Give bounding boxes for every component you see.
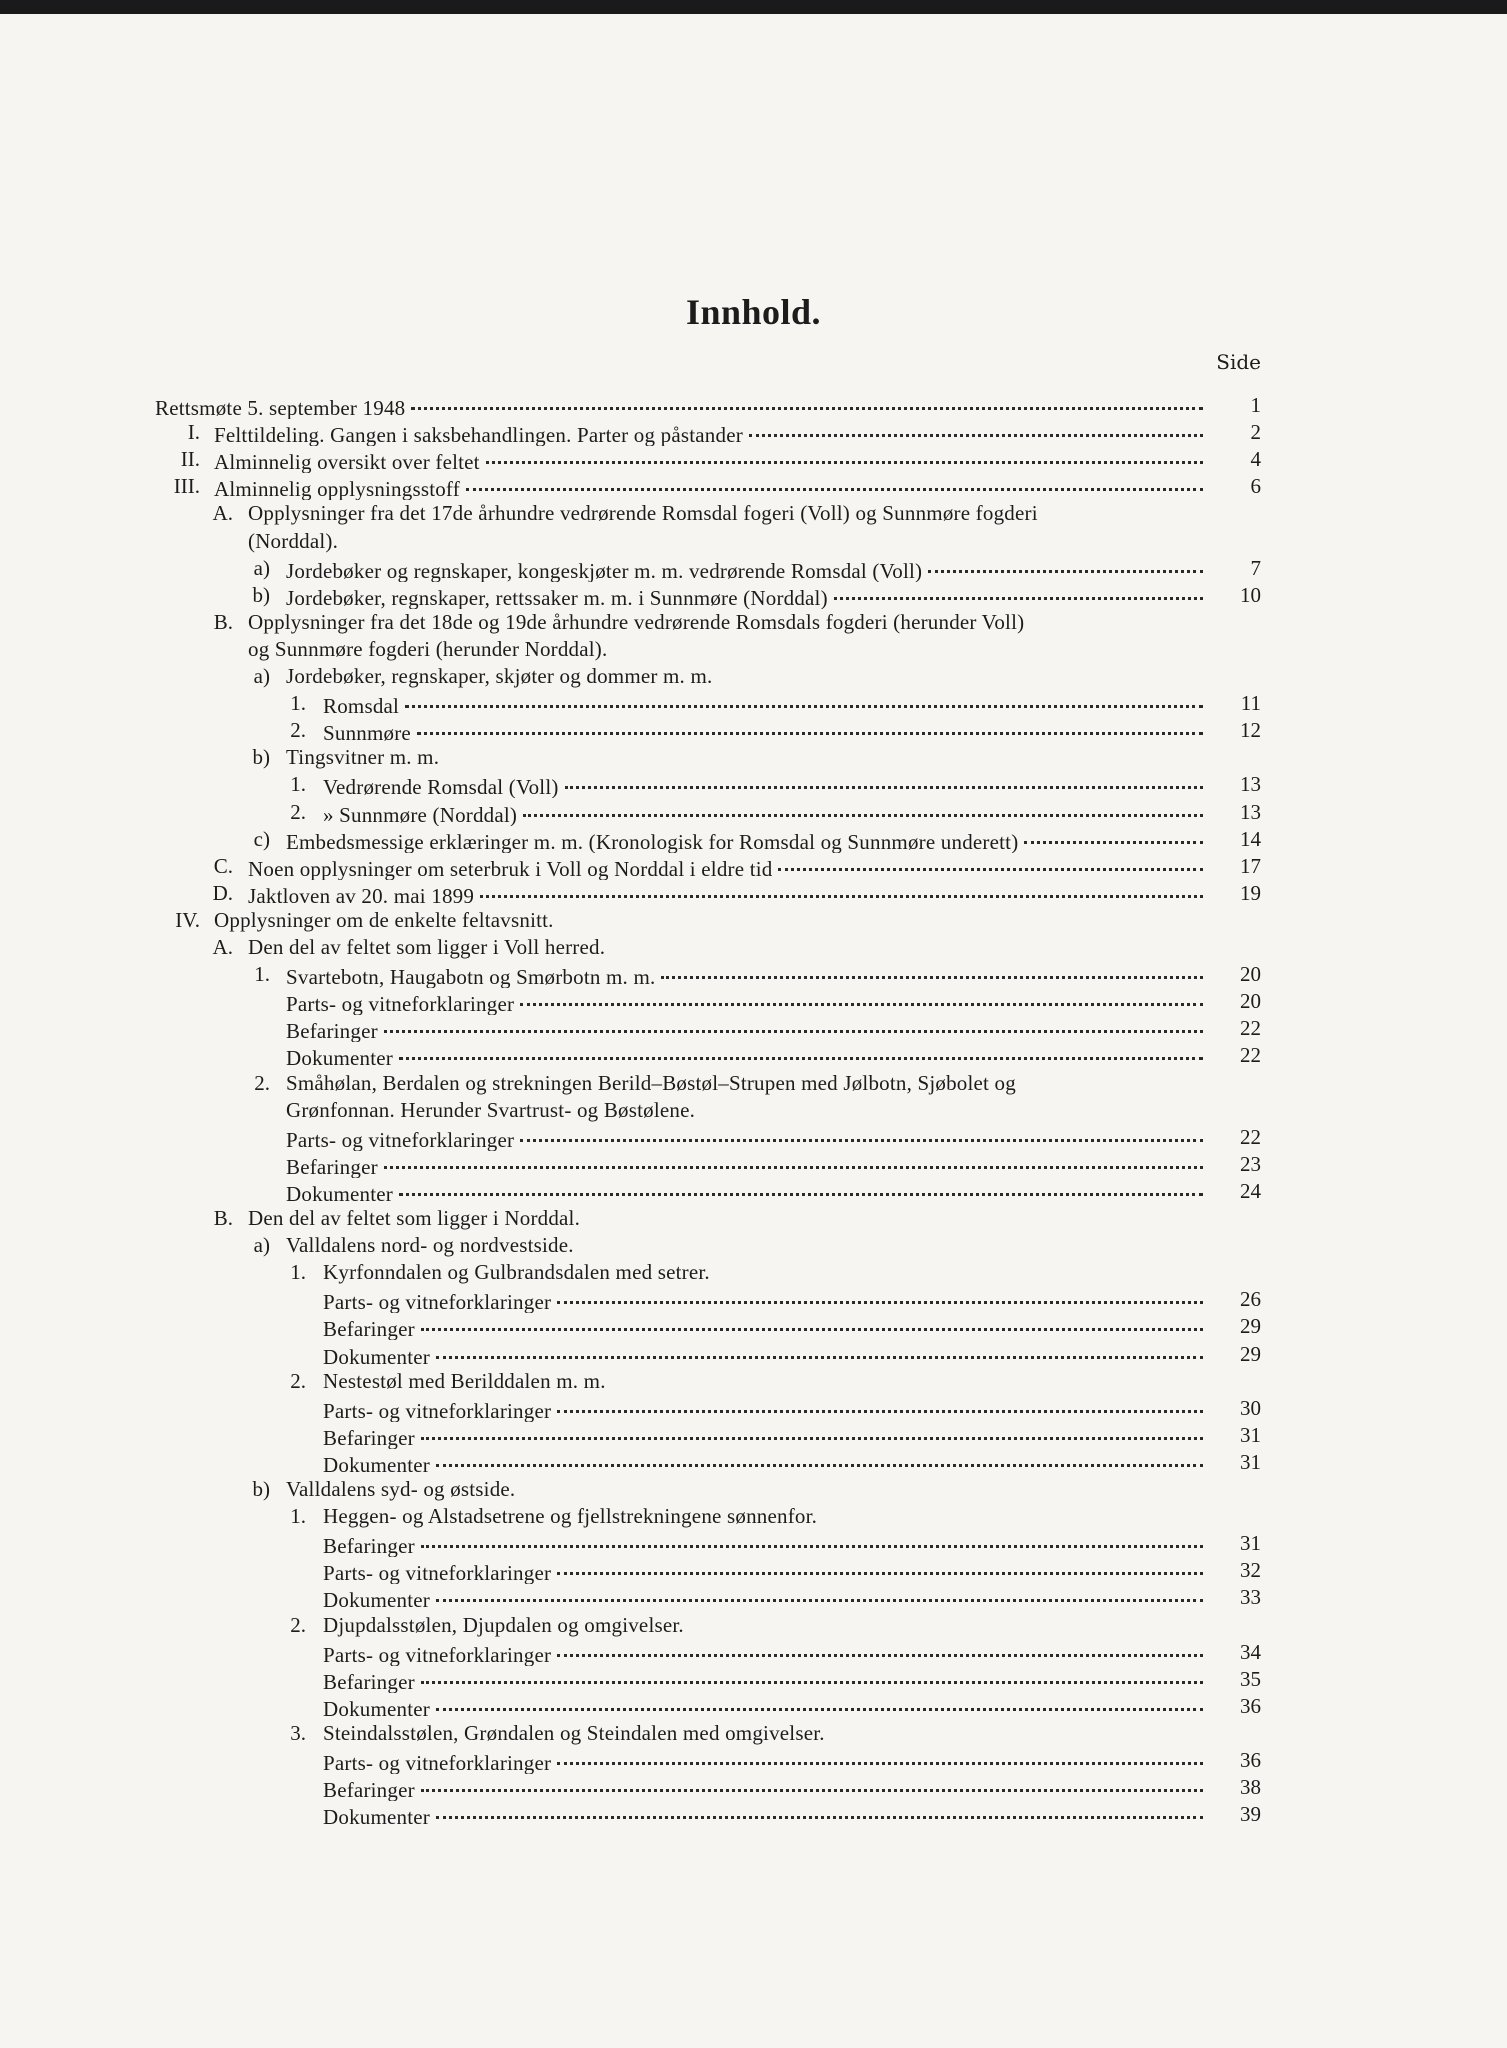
toc-entry-title: Befaringer: [323, 1317, 415, 1341]
dot-leader: [778, 853, 1203, 871]
toc-entry: [0, 582, 1507, 609]
toc-entry-page: 36: [1240, 1748, 1261, 1772]
toc-entry-title: Valldalens syd- og østside.: [286, 1477, 516, 1501]
toc-entry-number: 1.: [290, 772, 306, 797]
toc-entry-title: Befaringer: [323, 1669, 415, 1693]
toc-entry: [0, 1774, 1507, 1801]
dot-leader: [436, 1341, 1203, 1359]
toc-entry-title: Befaringer: [323, 1425, 415, 1449]
toc-entry: [0, 446, 1507, 473]
toc-entry: [0, 1205, 1507, 1232]
toc-entry-page: 4: [1250, 447, 1261, 472]
toc-entry: [0, 1801, 1507, 1828]
toc-entry-number: 2.: [290, 718, 306, 743]
toc-entry-title: Befaringer: [323, 1534, 415, 1558]
toc-entry-number: B.: [213, 1206, 233, 1230]
toc-entry-title: Grønfonnan. Herunder Svartrust- og Bøstølene.: [286, 1097, 696, 1122]
toc-entry: [0, 880, 1507, 907]
toc-entry: [0, 1584, 1507, 1611]
dot-leader: [421, 1313, 1203, 1331]
toc-entry-title: Parts- og vitneforklaringer: [286, 992, 515, 1016]
toc-entry-number: 1.: [290, 1260, 306, 1285]
toc-entry-title: Jaktloven av 20. mai 1899: [248, 883, 475, 907]
dot-leader: [834, 582, 1203, 600]
toc-entry: [0, 1313, 1507, 1340]
toc-entry: [0, 1395, 1507, 1422]
toc-entry-number: A.: [212, 935, 233, 959]
toc-entry: [0, 934, 1507, 961]
toc-entry-number: b): [252, 582, 270, 607]
toc-entry-page: 17: [1240, 853, 1261, 878]
toc-entry-page: 38: [1240, 1775, 1261, 1800]
toc-entry-title: Svartebotn, Haugabotn og Smørbotn m. m.: [286, 965, 656, 989]
toc-entry: [0, 717, 1507, 744]
toc-entry-title: Dokumenter: [286, 1046, 393, 1070]
page-title: Innhold.: [685, 292, 822, 332]
toc-entry: [0, 853, 1507, 880]
dot-leader: [1024, 826, 1203, 844]
toc-entry-title: Dokumenter: [323, 1452, 430, 1476]
toc-entry-page: 35: [1240, 1666, 1261, 1691]
toc-entry: [0, 1422, 1507, 1449]
toc-entry-title: Jordebøker og regnskaper, kongeskjøter m. m. vedrørende Romsdal (Voll): [286, 558, 923, 582]
toc-entry: [0, 1015, 1507, 1042]
toc-entry-title: Jordebøker, regnskaper, skjøter og dommer m. m.: [286, 664, 713, 688]
toc-entry-number: b): [252, 745, 270, 770]
toc-entry-title: Alminnelig oversikt over feltet: [214, 450, 480, 474]
dot-leader: [557, 1639, 1203, 1657]
toc-entry-title: Parts- og vitneforklaringer: [323, 1642, 552, 1666]
toc-entry-title: Steindalsstølen, Grøndalen og Steindalen med omgivelser.: [323, 1720, 825, 1745]
toc-entry-page: 13: [1240, 799, 1261, 824]
toc-entry-page: 22: [1240, 1124, 1261, 1149]
toc-entry-page: 33: [1240, 1585, 1261, 1610]
toc-entry-title: Parts- og vitneforklaringer: [323, 1561, 552, 1585]
toc-entry-number: b): [252, 1477, 270, 1501]
toc-entry: [0, 473, 1507, 500]
toc-entry: [0, 826, 1507, 853]
dot-leader: [557, 1557, 1203, 1575]
toc-entry-page: 20: [1240, 962, 1261, 987]
toc-entry-page: 39: [1240, 1802, 1261, 1827]
toc-entry: [0, 419, 1507, 446]
toc-entry-number: a): [253, 555, 270, 580]
toc-entry-title: Befaringer: [286, 1154, 378, 1178]
toc-entry: [0, 799, 1507, 826]
toc-entry: [0, 1286, 1507, 1313]
toc-entry-title: Valldalens nord- og nordvestside.: [286, 1233, 574, 1258]
dot-leader: [557, 1747, 1203, 1765]
document-page: [0, 14, 1507, 2048]
toc-entry: [0, 1693, 1507, 1720]
toc-entry-title: Den del av feltet som ligger i Voll herred.: [248, 935, 606, 959]
toc-entry: [0, 1259, 1507, 1286]
toc-entry-title: og Sunnmøre fogderi (herunder Norddal).: [248, 636, 608, 661]
toc-entry: [0, 392, 1507, 419]
dot-leader: [520, 988, 1203, 1006]
toc-entry-page: 30: [1240, 1395, 1261, 1420]
toc-entry-title: Djupdalsstølen, Djupdalen og omgivelser.: [323, 1612, 684, 1637]
dot-leader: [384, 1151, 1203, 1169]
toc-entry-page: 31: [1240, 1422, 1261, 1447]
toc-entry-title: Dokumenter: [323, 1696, 430, 1720]
toc-entry: [0, 1639, 1507, 1666]
toc-entry-number: 2.: [290, 1368, 306, 1393]
toc-entry: [0, 1747, 1507, 1774]
toc-entry-title: Tingsvitner m. m.: [286, 745, 440, 770]
dot-leader: [421, 1774, 1203, 1792]
dot-leader: [399, 1178, 1203, 1196]
toc-entry: [0, 609, 1507, 636]
toc-entry: [0, 988, 1507, 1015]
toc-entry-title: Romsdal: [323, 694, 400, 718]
toc-entry: [0, 1666, 1507, 1693]
toc-entry-page: 20: [1240, 989, 1261, 1014]
toc-entry-title: Kyrfonndalen og Gulbrandsdalen med setrer.: [323, 1260, 710, 1285]
toc-entry-page: 31: [1240, 1449, 1261, 1474]
dot-leader: [523, 799, 1203, 817]
toc-entry-page: 10: [1240, 582, 1261, 607]
toc-entry-title: Dokumenter: [323, 1588, 430, 1612]
dot-leader: [480, 880, 1203, 898]
toc-entry-number: D.: [212, 880, 233, 905]
toc-entry-page: 1: [1250, 393, 1261, 417]
toc-entry: [0, 1042, 1507, 1069]
toc-entry-title: Felttildeling. Gangen i saksbehandlingen. Parter og påstander: [214, 423, 743, 447]
toc-entry-page: 7: [1250, 555, 1261, 580]
toc-entry-page: 32: [1240, 1558, 1261, 1583]
toc-entry: [0, 1151, 1507, 1178]
toc-entry-title: Alminnelig opplysningsstoff: [214, 477, 460, 501]
toc-entry: [0, 636, 1507, 663]
toc-entry-page: 34: [1240, 1639, 1261, 1664]
toc-entry-title: Parts- og vitneforklaringer: [286, 1127, 515, 1151]
toc-entry-page: 31: [1240, 1531, 1261, 1556]
toc-entry: [0, 1476, 1507, 1503]
dot-leader: [466, 473, 1203, 491]
dot-leader: [557, 1286, 1203, 1304]
dot-leader: [520, 1124, 1203, 1142]
toc-entry-page: 29: [1240, 1341, 1261, 1366]
toc-entry-title: Småhølan, Berdalen og strekningen Berild–Bøstøl–Strupen med Jølbotn, Sjøbolet og: [286, 1070, 1016, 1095]
toc-entry-title: Parts- og vitneforklaringer: [323, 1751, 552, 1774]
dot-leader: [436, 1449, 1203, 1467]
toc-entry-number: A.: [212, 501, 233, 526]
toc-entry-number: IV.: [175, 907, 200, 932]
toc-entry-page: 19: [1240, 880, 1261, 905]
dot-leader: [436, 1693, 1203, 1711]
dot-leader: [411, 392, 1203, 410]
toc-entry-title: Den del av feltet som ligger i Norddal.: [248, 1206, 581, 1230]
toc-entry: [0, 690, 1507, 717]
toc-entry-title: » Sunnmøre (Norddal): [323, 802, 518, 826]
dot-leader: [405, 690, 1203, 708]
toc-entry: [0, 663, 1507, 690]
dot-leader: [421, 1530, 1203, 1548]
toc-entry-title: Vedrørende Romsdal (Voll): [323, 775, 559, 799]
toc-entry-title: Noen opplysninger om seterbruk i Voll og Norddal i eldre tid: [248, 856, 773, 880]
toc-entry: [0, 1530, 1507, 1557]
toc-entry-number: c): [253, 826, 270, 851]
toc-entry: [0, 1178, 1507, 1205]
toc-entry: [0, 1449, 1507, 1476]
toc-entry-title: Nestestøl med Berilddalen m. m.: [323, 1368, 606, 1393]
toc-entry-number: I.: [187, 420, 200, 445]
dot-leader: [557, 1395, 1203, 1413]
dot-leader: [417, 717, 1203, 735]
toc-entry: [0, 1368, 1507, 1395]
toc-entry: [0, 961, 1507, 988]
toc-entry-title: Heggen- og Alstadsetrene og fjellstrekningene sønnenfor.: [323, 1504, 818, 1529]
toc-entry-title: Jordebøker, regnskaper, rettssaker m. m. i Sunnmøre (Norddal): [286, 585, 828, 609]
dot-leader: [749, 419, 1203, 437]
toc-entry-title: (Norddal).: [248, 528, 339, 553]
toc-entry-number: 2.: [290, 799, 306, 824]
toc-entry-number: 2.: [254, 1070, 270, 1095]
toc-entry-page: 11: [1240, 691, 1261, 716]
toc-entry-number: II.: [180, 447, 200, 472]
toc-entry: [0, 1097, 1507, 1124]
toc-entry-title: Dokumenter: [286, 1181, 393, 1205]
toc-entry-page: 14: [1240, 826, 1261, 851]
toc-entry-page: 2: [1250, 420, 1261, 445]
toc-entry-number: III.: [173, 474, 200, 499]
toc-entry: [0, 744, 1507, 771]
dot-leader: [928, 555, 1203, 573]
toc-entry: [0, 1124, 1507, 1151]
toc-entry: [0, 528, 1507, 555]
toc-entry-number: B.: [213, 609, 233, 634]
toc-entry-page: 12: [1240, 718, 1261, 743]
toc-entry-page: 6: [1250, 474, 1261, 499]
dot-leader: [421, 1422, 1203, 1440]
page-column-header: Side: [1216, 350, 1261, 374]
dot-leader: [436, 1801, 1203, 1819]
toc-entry: [0, 1557, 1507, 1584]
toc-entry: [0, 555, 1507, 582]
toc-entry-title: Opplysninger om de enkelte feltavsnitt.: [214, 907, 554, 932]
toc-entry-title: Opplysninger fra det 18de og 19de århundre vedrørende Romsdals fogderi (herunder Voll): [248, 609, 1025, 634]
toc-entry-number: 2.: [290, 1612, 306, 1637]
toc-entry: [0, 1341, 1507, 1368]
toc-entry-page: 13: [1240, 772, 1261, 797]
toc-entry-number: 3.: [290, 1720, 306, 1745]
toc-entry-title: Embedsmessige erklæringer m. m. (Kronologisk for Romsdal og Sunnmøre underett): [286, 829, 1019, 853]
toc-entry-page: 36: [1240, 1693, 1261, 1718]
toc-entry-number: a): [253, 1233, 270, 1258]
toc-entry: [0, 771, 1507, 798]
toc-entry-number: C.: [213, 853, 233, 878]
toc-entry-title: Parts- og vitneforklaringer: [323, 1398, 552, 1422]
toc-entry-page: 23: [1240, 1151, 1261, 1176]
toc-entry-title: Sunnmøre: [323, 721, 411, 745]
toc-entry-title: Dokumenter: [323, 1344, 430, 1368]
dot-leader: [421, 1666, 1203, 1684]
toc-entry-title: Befaringer: [286, 1019, 378, 1043]
toc-entry: [0, 1070, 1507, 1097]
dot-leader: [486, 446, 1203, 464]
toc-entry-number: 1.: [290, 1504, 306, 1529]
toc-entry-number: 1.: [254, 962, 270, 987]
toc-entry-title: Rettsmøte 5. september 1948: [155, 396, 406, 419]
toc-entry: [0, 1503, 1507, 1530]
toc-entry-page: 22: [1240, 1016, 1261, 1041]
toc-entry: [0, 1612, 1507, 1639]
toc-entry-number: a): [253, 664, 270, 688]
dot-leader: [436, 1584, 1203, 1602]
toc-entry-page: 22: [1240, 1043, 1261, 1068]
toc-entry-title: Parts- og vitneforklaringer: [323, 1290, 552, 1314]
dot-leader: [399, 1042, 1203, 1060]
toc-entry-title: Dokumenter: [323, 1805, 430, 1829]
toc-entry-page: 29: [1240, 1314, 1261, 1339]
toc-entry-number: 1.: [290, 691, 306, 716]
toc-entry: [0, 907, 1507, 934]
toc-entry-title: Opplysninger fra det 17de århundre vedrørende Romsdal fogeri (Voll) og Sunnmøre fogderi: [248, 501, 1038, 526]
dot-leader: [565, 771, 1203, 789]
dot-leader: [661, 961, 1203, 979]
toc-entry-page: 24: [1240, 1178, 1261, 1203]
toc-entry-title: Befaringer: [323, 1778, 415, 1802]
dot-leader: [384, 1015, 1203, 1033]
toc-entry: [0, 500, 1507, 527]
toc-entry-page: 26: [1240, 1287, 1261, 1312]
toc-entry: [0, 1720, 1507, 1747]
toc-entry: [0, 1232, 1507, 1259]
